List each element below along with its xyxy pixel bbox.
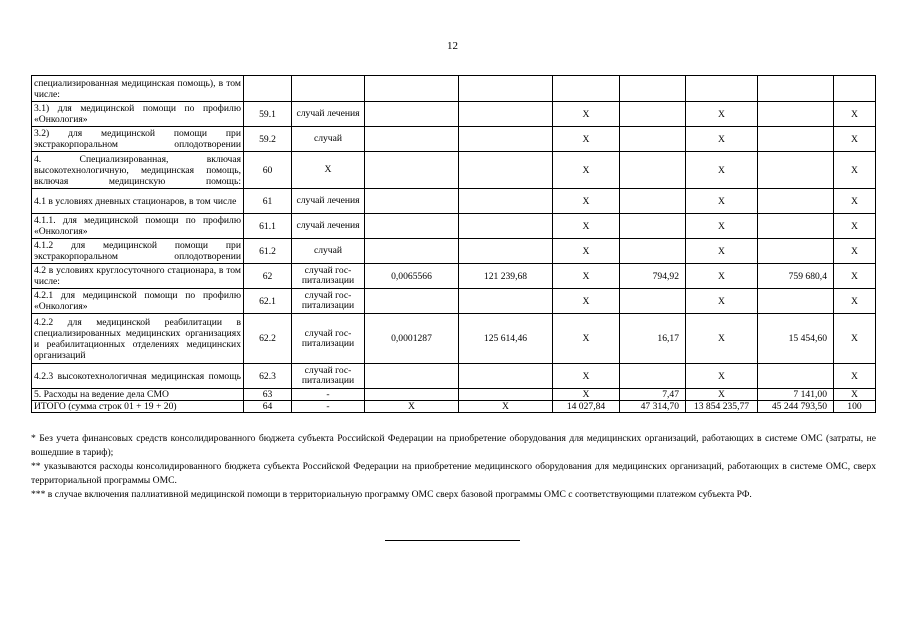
cell-c4 (365, 152, 459, 189)
cell-c10: X (834, 102, 876, 127)
cell-c10: X (834, 264, 876, 289)
cell-name: 4.1 в условиях дневных стационаров, в том числе (32, 189, 244, 214)
cell-c6: X (553, 364, 620, 389)
cell-c5 (459, 189, 553, 214)
cell-c10: X (834, 364, 876, 389)
cell-c4 (365, 127, 459, 152)
cell-c9 (758, 76, 834, 102)
cell-c7: 794,92 (620, 264, 686, 289)
cell-c10 (834, 76, 876, 102)
cell-unit: X (292, 152, 365, 189)
cell-c7 (620, 364, 686, 389)
cell-c9 (758, 239, 834, 264)
cell-c5 (459, 289, 553, 314)
cell-c6 (553, 76, 620, 102)
table-row (32, 102, 876, 127)
page-number: 12 (447, 40, 458, 52)
cell-c6: X (553, 314, 620, 364)
cell-code: 59.2 (244, 127, 292, 152)
footnote-3: *** в случае включения паллиативной медицинской помощи в территориальную программу ОМС сверх базовой программы ОМС с соответствующими платежом субъекта РФ. (31, 489, 752, 500)
cell-c8: X (686, 152, 758, 189)
cell-c4: X (365, 401, 459, 413)
cell-code: 61.1 (244, 214, 292, 239)
cell-c7 (620, 189, 686, 214)
table-row (32, 239, 876, 264)
cell-c5 (459, 389, 553, 401)
cell-c8: X (686, 314, 758, 364)
cell-name: 5. Расходы на ведение дела СМО (32, 389, 244, 401)
cell-unit: случай лечения (292, 102, 365, 127)
cell-c7 (620, 76, 686, 102)
cell-unit: случай гос-питализации (292, 264, 365, 289)
cell-c6: X (553, 389, 620, 401)
footnotes (31, 432, 876, 502)
cell-c9: 7 141,00 (758, 389, 834, 401)
table-row (32, 401, 876, 413)
table-row (32, 127, 876, 152)
cell-c4 (365, 76, 459, 102)
cell-c4 (365, 214, 459, 239)
cell-code: 62.2 (244, 314, 292, 364)
cell-c6: X (553, 127, 620, 152)
cell-c8: X (686, 364, 758, 389)
cell-c9: 759 680,4 (758, 264, 834, 289)
footnote-1: * Без учета финансовых средств консолидированного бюджета субъекта Российской Федерации на приобретение оборудования для медицинских организаций, работающих в системе ОМС (затраты, не вошедшие в тариф); (31, 433, 876, 458)
cell-name: 4. Специализированная, включая высокотехнологичную, медицинская помощь, включая медицинскую помощь: (32, 152, 244, 189)
cell-c8: X (686, 189, 758, 214)
cell-c8: X (686, 102, 758, 127)
cell-unit (292, 76, 365, 102)
separator-line (385, 540, 520, 541)
cell-c6: 14 027,84 (553, 401, 620, 413)
cell-name: 4.1.2 для медицинской помощи при экстракорпоральном оплодотворении (32, 239, 244, 264)
cell-code: 62.3 (244, 364, 292, 389)
cell-c7: 47 314,70 (620, 401, 686, 413)
cell-unit: случай гос-питализации (292, 289, 365, 314)
table-row (32, 214, 876, 239)
cell-c9 (758, 214, 834, 239)
cell-c6: X (553, 152, 620, 189)
cell-c9 (758, 364, 834, 389)
table-row (32, 76, 876, 102)
cell-c6: X (553, 239, 620, 264)
cell-c10: X (834, 152, 876, 189)
table-row (32, 364, 876, 389)
cell-c6: X (553, 102, 620, 127)
cell-c4 (365, 389, 459, 401)
cell-c6: X (553, 189, 620, 214)
cell-c9 (758, 127, 834, 152)
cell-c10: X (834, 214, 876, 239)
cell-c7 (620, 289, 686, 314)
cell-code (244, 76, 292, 102)
cell-name: 4.1.1. для медицинской помощи по профилю «Онкология» (32, 214, 244, 239)
table-row (32, 389, 876, 401)
cell-c9: 15 454,60 (758, 314, 834, 364)
cell-c10: 100 (834, 401, 876, 413)
cell-name: 4.2 в условиях круглосуточного стационара, в том числе: (32, 264, 244, 289)
cell-code: 62 (244, 264, 292, 289)
cell-c5 (459, 239, 553, 264)
cell-c10: X (834, 389, 876, 401)
cell-c8 (686, 76, 758, 102)
table-row (32, 189, 876, 214)
cell-c8: X (686, 127, 758, 152)
cell-c4 (365, 364, 459, 389)
cell-c5 (459, 364, 553, 389)
cell-c8: X (686, 389, 758, 401)
cell-name: 4.2.2 для медицинской реабилитации в специализированных медицинских организациях и реабилитационных отделениях медицинских организаций (32, 314, 244, 364)
cell-code: 61.2 (244, 239, 292, 264)
cell-c7 (620, 152, 686, 189)
cell-c9 (758, 289, 834, 314)
cell-name: специализированная медицинская помощь), в том числе: (32, 76, 244, 102)
cell-name: 4.2.3 высокотехнологичная медицинская помощь (32, 364, 244, 389)
cell-unit: случай гос-питализации (292, 314, 365, 364)
cell-unit: - (292, 389, 365, 401)
cell-c9: 45 244 793,50 (758, 401, 834, 413)
cell-code: 63 (244, 389, 292, 401)
cell-c4 (365, 289, 459, 314)
cell-c8: X (686, 289, 758, 314)
cell-c5: 121 239,68 (459, 264, 553, 289)
table-row (32, 289, 876, 314)
cell-c5 (459, 127, 553, 152)
cell-c5: X (459, 401, 553, 413)
cell-c8: 13 854 235,77 (686, 401, 758, 413)
cell-unit: случай лечения (292, 189, 365, 214)
cell-unit: случай лечения (292, 214, 365, 239)
cell-c10: X (834, 289, 876, 314)
cell-c5 (459, 152, 553, 189)
cell-unit: случай (292, 239, 365, 264)
cell-c8: X (686, 264, 758, 289)
cell-c4 (365, 239, 459, 264)
cell-c10: X (834, 189, 876, 214)
cell-c7 (620, 239, 686, 264)
cell-c7 (620, 102, 686, 127)
cell-c4: 0,0065566 (365, 264, 459, 289)
finance-table (31, 75, 876, 413)
cell-name: 4.2.1 для медицинской помощи по профилю «Онкология» (32, 289, 244, 314)
cell-name: 3.1) для медицинской помощи по профилю «Онкология» (32, 102, 244, 127)
cell-c4 (365, 102, 459, 127)
cell-name: 3.2) для медицинской помощи при экстракорпоральном оплодотворении (32, 127, 244, 152)
cell-unit: случай гос-питализации (292, 364, 365, 389)
cell-c5 (459, 76, 553, 102)
cell-code: 59.1 (244, 102, 292, 127)
cell-name: ИТОГО (сумма строк 01 + 19 + 20) (32, 401, 244, 413)
cell-c5 (459, 102, 553, 127)
cell-c8: X (686, 214, 758, 239)
cell-c6: X (553, 289, 620, 314)
cell-c10: X (834, 314, 876, 364)
cell-c6: X (553, 214, 620, 239)
cell-code: 62.1 (244, 289, 292, 314)
cell-c9 (758, 102, 834, 127)
cell-code: 60 (244, 152, 292, 189)
cell-c7: 16,17 (620, 314, 686, 364)
cell-c7 (620, 214, 686, 239)
cell-c5: 125 614,46 (459, 314, 553, 364)
cell-c10: X (834, 239, 876, 264)
cell-c9 (758, 189, 834, 214)
cell-code: 61 (244, 189, 292, 214)
cell-unit: - (292, 401, 365, 413)
cell-c6: X (553, 264, 620, 289)
table-row (32, 152, 876, 189)
footnote-2: ** указываются расходы консолидированного бюджета субъекта Российской Федерации на приобретение медицинского оборудования для медицинских организаций, работающих в системе ОМС, сверх территориальной программы ОМС. (31, 461, 876, 486)
cell-code: 64 (244, 401, 292, 413)
cell-c4: 0,0001287 (365, 314, 459, 364)
cell-c4 (365, 189, 459, 214)
cell-c9 (758, 152, 834, 189)
cell-c7 (620, 127, 686, 152)
table-row (32, 264, 876, 289)
cell-unit: случай (292, 127, 365, 152)
cell-c5 (459, 214, 553, 239)
cell-c10: X (834, 127, 876, 152)
cell-c8: X (686, 239, 758, 264)
cell-c7: 7,47 (620, 389, 686, 401)
table-row (32, 314, 876, 364)
